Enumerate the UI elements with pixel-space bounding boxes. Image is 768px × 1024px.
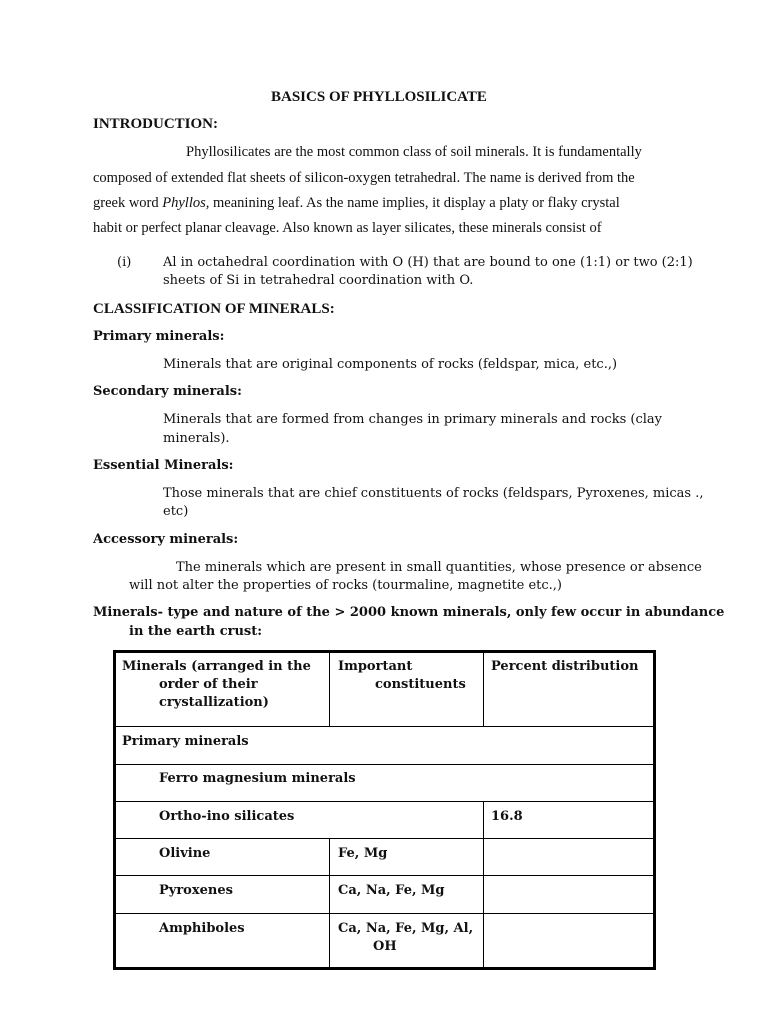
accessory-line-2: will not alter the properties of rocks (tourmaline, magnetite etc.,) <box>129 578 562 593</box>
list-item-line-2: sheets of Si in tetrahedral coordination with O. <box>163 273 474 288</box>
primary-text: Minerals that are original components of rocks (feldspar, mica, etc.,) <box>163 357 618 372</box>
row-olivine-constituents: Fe, Mg <box>338 846 388 861</box>
primary-heading: Primary minerals: <box>93 329 225 344</box>
intro-line-2: composed of extended flat sheets of silicon-oxygen tetrahedral. The name is derived from the <box>93 170 635 186</box>
essential-line-2: etc) <box>163 504 189 519</box>
secondary-line-2: minerals). <box>163 431 230 446</box>
secondary-heading: Secondary minerals: <box>93 384 242 399</box>
document-title: BASICS OF PHYLLOSILICATE <box>271 89 487 105</box>
header-constituents: Important constituents <box>338 659 466 692</box>
row-ortho-ino-percent: 16.8 <box>491 809 523 824</box>
row-primary-minerals: Primary minerals <box>122 734 249 749</box>
essential-heading: Essential Minerals: <box>93 458 234 473</box>
greek-word: Phyllos, <box>162 195 210 211</box>
row-amphiboles-constituents: Ca, Na, Fe, Mg, Al, OH <box>338 921 474 954</box>
list-item-line-1: Al in octahedral coordination with O (H) that are bound to one (1:1) or two (2:1) <box>163 255 693 270</box>
intro-heading: INTRODUCTION: <box>93 116 219 132</box>
row-ferro-magnesium: Ferro magnesium minerals <box>159 771 356 786</box>
minerals-para-line-1: Minerals- type and nature of the > 2000 known minerals, only few occur in abundance <box>93 605 725 620</box>
minerals-table <box>113 650 656 970</box>
essential-line-1: Those minerals that are chief constituents of rocks (feldspars, Pyroxenes, micas ., <box>163 486 704 501</box>
minerals-para-line-2: in the earth crust: <box>129 624 263 639</box>
list-marker: (i) <box>117 255 132 270</box>
header-minerals: Minerals (arranged in the order of their crystallization) <box>122 659 311 710</box>
intro-line-1: Phyllosilicates are the most common class of soil minerals. It is fundamentally <box>186 144 642 160</box>
intro-line-3: greek word Phyllos, meanining leaf. As the name implies, it display a platy or flaky crystal <box>93 195 620 211</box>
accessory-line-1: The minerals which are present in small quantities, whose presence or absence <box>176 560 702 575</box>
secondary-line-1: Minerals that are formed from changes in primary minerals and rocks (clay <box>163 412 662 427</box>
row-ortho-ino-label: Ortho-ino silicates <box>159 809 295 824</box>
row-pyroxenes-constituents: Ca, Na, Fe, Mg <box>338 883 445 898</box>
intro-line-4: habit or perfect planar cleavage. Also known as layer silicates, these minerals consist of <box>93 220 602 236</box>
header-percent: Percent distribution <box>491 659 639 674</box>
row-olivine-label: Olivine <box>159 846 211 861</box>
row-pyroxenes-label: Pyroxenes <box>159 883 233 898</box>
row-amphiboles-label: Amphiboles <box>159 921 245 936</box>
accessory-heading: Accessory minerals: <box>93 532 239 547</box>
classification-heading: CLASSIFICATION OF MINERALS: <box>93 301 335 317</box>
